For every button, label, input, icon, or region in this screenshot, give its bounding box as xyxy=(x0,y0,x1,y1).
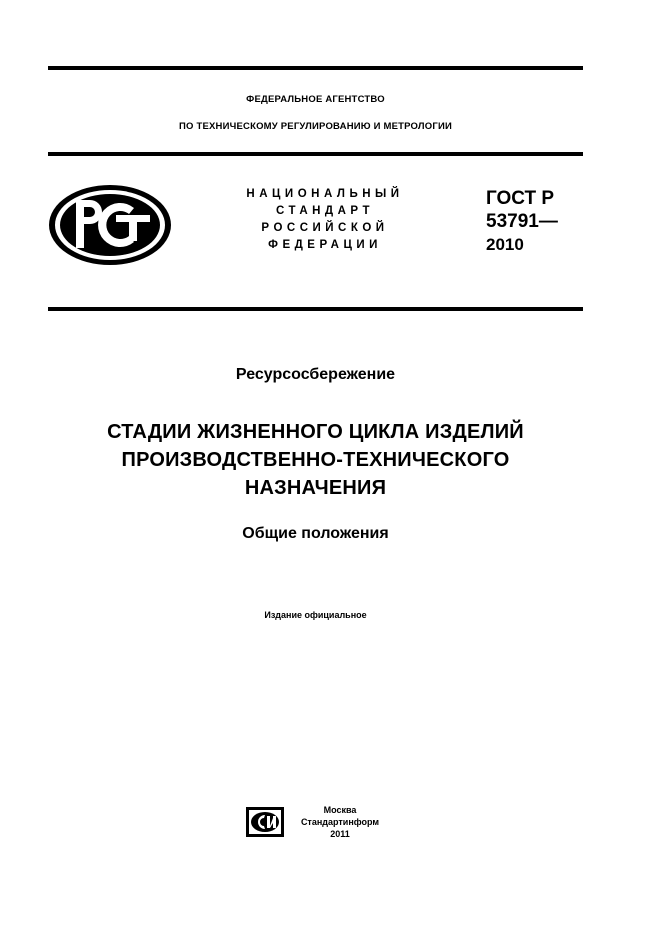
gost-year: 2010 xyxy=(486,235,524,254)
standartinform-logo-icon xyxy=(245,806,285,838)
header-rule xyxy=(48,152,583,156)
document-title xyxy=(48,418,583,502)
publisher-name: Стандартинформ xyxy=(300,817,380,827)
title-line: ПРОИЗВОДСТВЕННО-ТЕХНИЧЕСКОГО xyxy=(121,449,510,471)
rst-logo-icon xyxy=(46,182,174,268)
title-line: СТАДИИ ЖИЗНЕННОГО ЦИКЛА ИЗДЕЛИЙ xyxy=(107,421,524,443)
standard-type-line: НАЦИОНАЛЬНЫЙ xyxy=(246,188,404,200)
publisher-info xyxy=(290,804,390,840)
title-line: НАЗНАЧЕНИЯ xyxy=(244,477,387,499)
agency-name-line-1: ФЕДЕРАЛЬНОЕ АГЕНТСТВО xyxy=(246,94,385,105)
top-rule xyxy=(48,66,583,70)
series-title: Ресурсосбережение xyxy=(235,366,396,383)
standard-type-line: СТАНДАРТ xyxy=(276,205,374,217)
edition-label: Издание официальное xyxy=(264,610,367,620)
standard-type-line: РОССИЙСКОЙ xyxy=(261,222,389,234)
publication-year: 2011 xyxy=(330,829,350,839)
standard-type xyxy=(230,186,420,254)
gost-designation xyxy=(486,187,586,256)
publisher-city: Москва xyxy=(323,805,357,815)
document-subtitle: Общие положения xyxy=(242,525,389,542)
gost-code-line-1: ГОСТ Р xyxy=(486,188,555,209)
standard-type-line: ФЕДЕРАЦИИ xyxy=(268,239,382,251)
section-rule xyxy=(48,307,583,311)
agency-name-line-2: ПО ТЕХНИЧЕСКОМУ РЕГУЛИРОВАНИЮ И МЕТРОЛОГИИ xyxy=(179,121,452,132)
gost-code-line-2: 53791— xyxy=(486,211,558,232)
